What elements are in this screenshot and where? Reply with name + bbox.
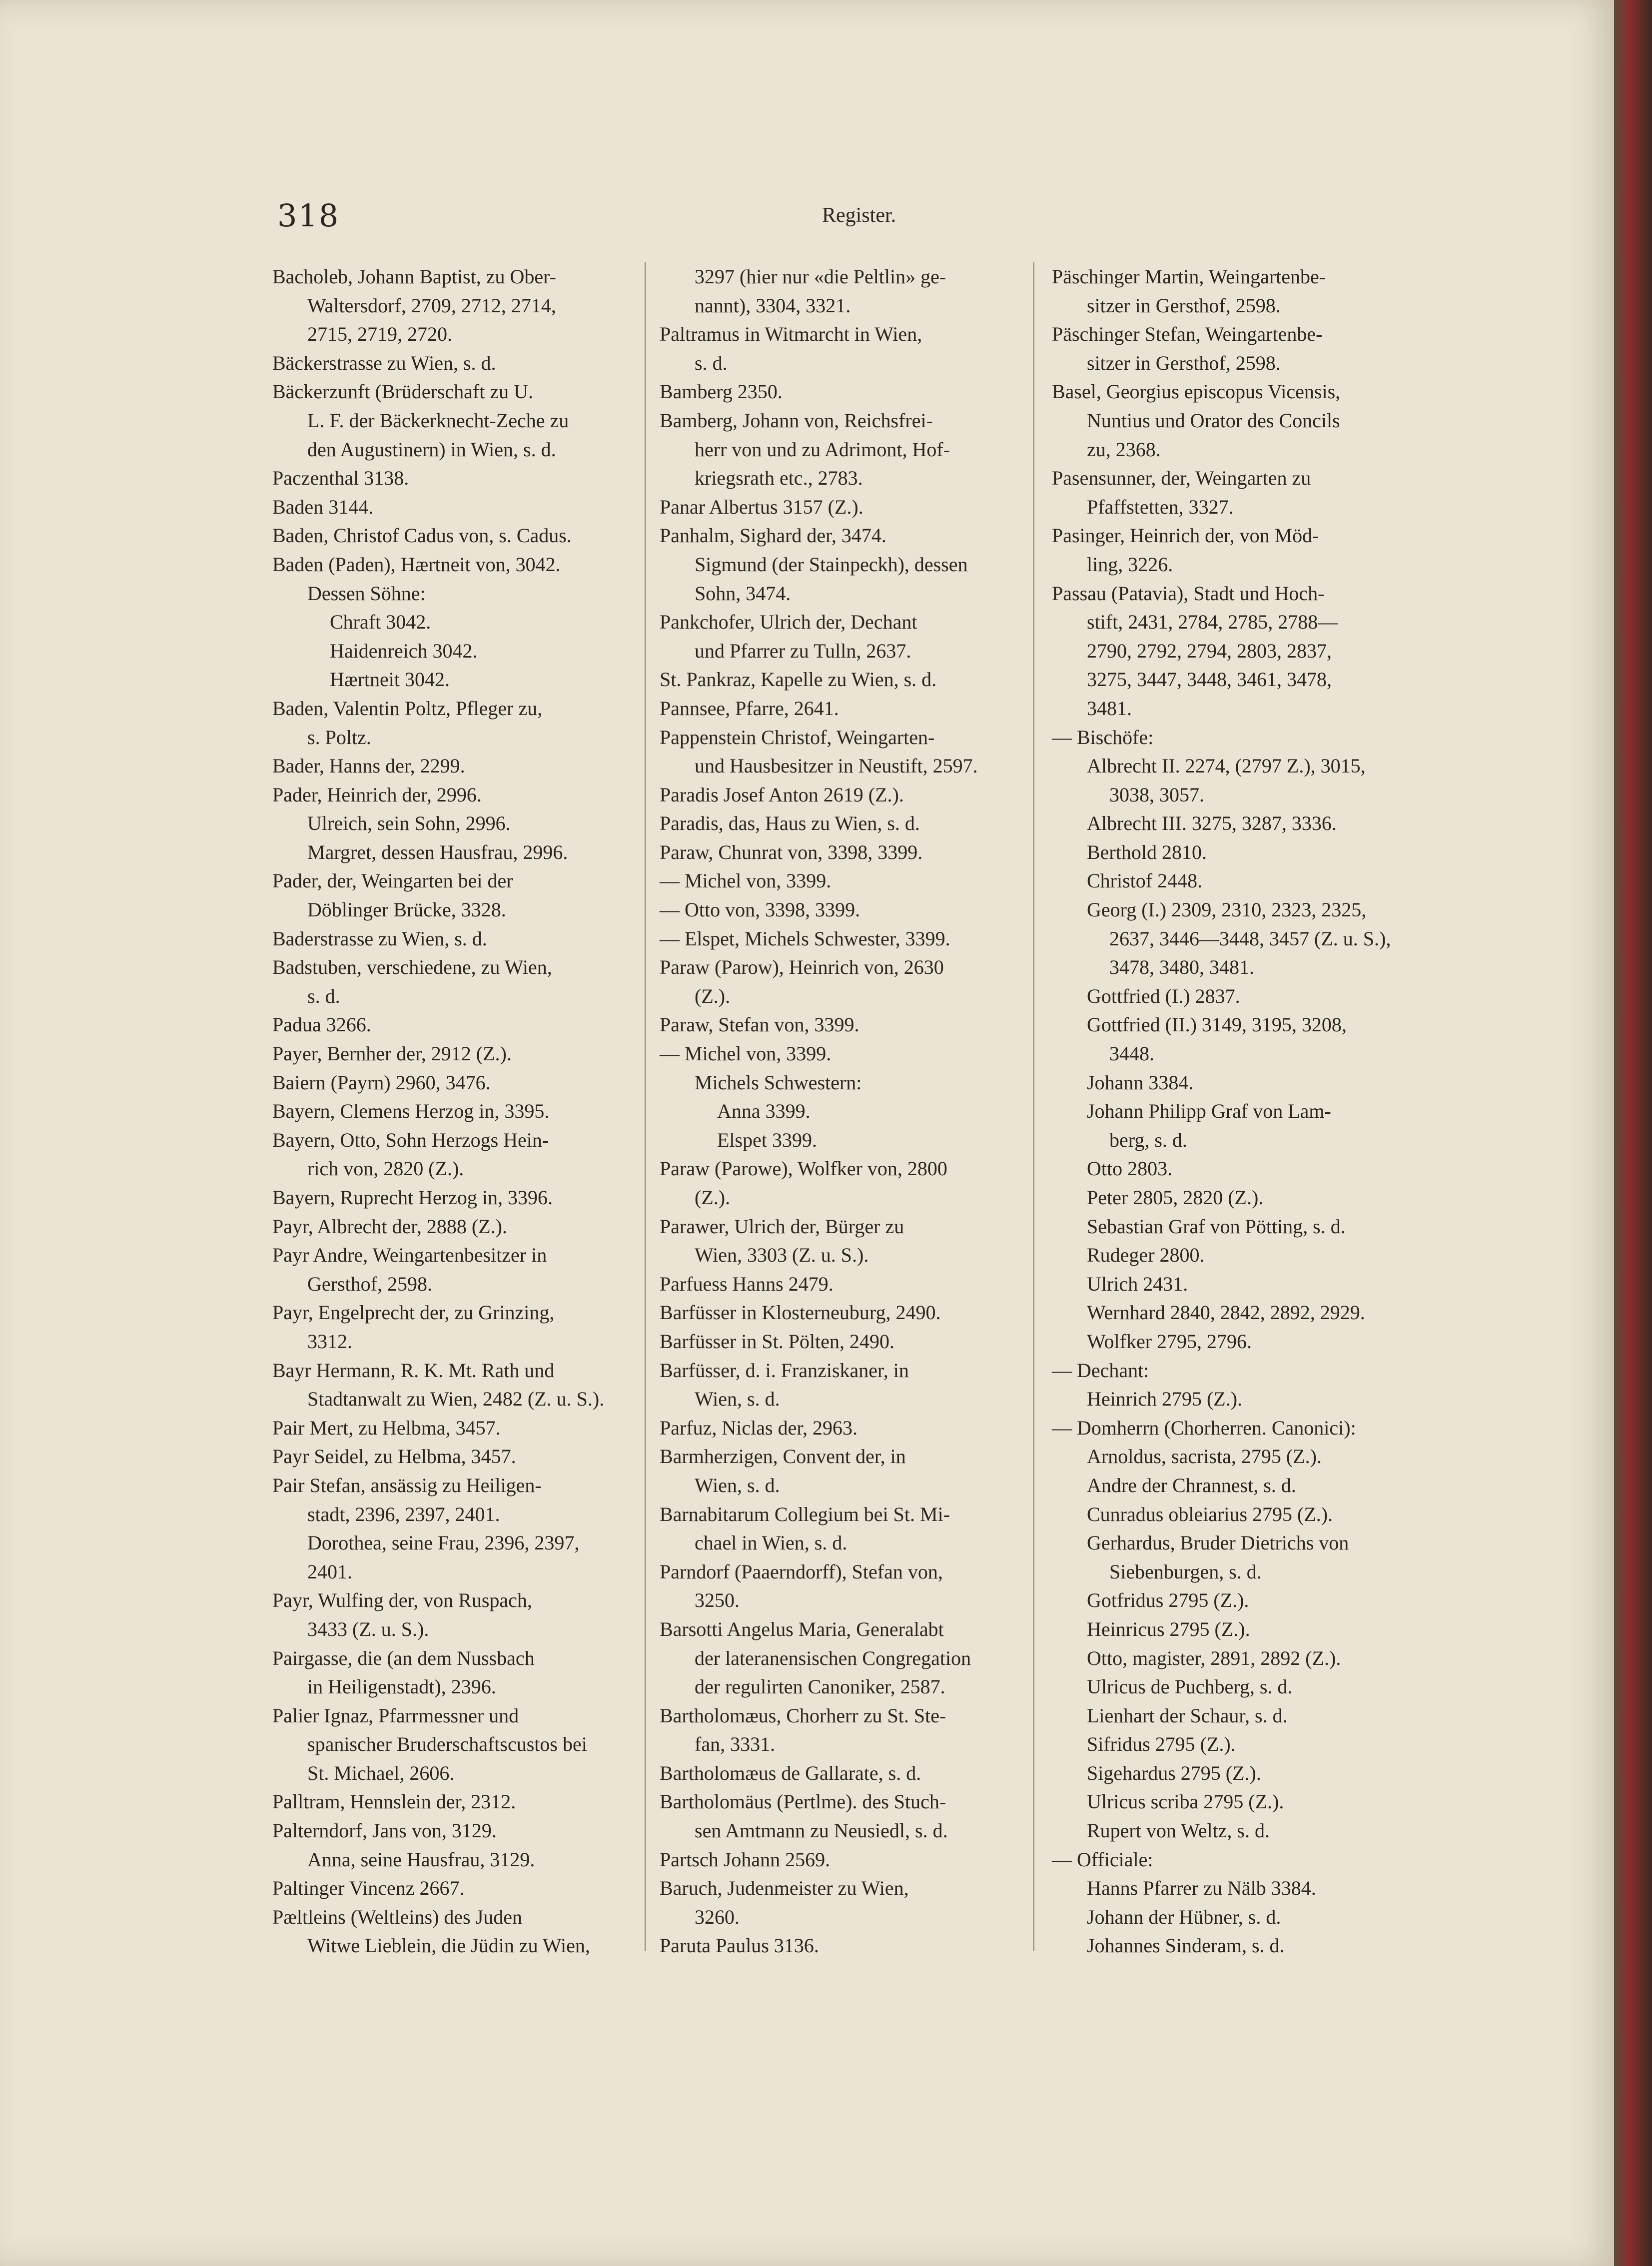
index-line: sitzer in Gersthof, 2598. [1087,294,1281,317]
index-line: s. d. [307,984,340,1007]
index-line: Bader, Hanns der, 2299. [272,755,465,777]
index-line: in Heiligenstadt), 2396. [307,1675,496,1698]
index-line: — Otto von, 3398, 3399. [660,898,860,921]
index-column-2 [660,262,1027,1960]
index-line: Peter 2805, 2820 (Z.). [1087,1186,1264,1209]
index-line: Cunradus obleiarius 2795 (Z.). [1087,1503,1333,1525]
index-line: Wien, s. d. [695,1474,780,1497]
index-line: Pappenstein Christof, Weingarten- [660,726,935,749]
index-line: Nuntius und Orator des Concils [1087,409,1340,432]
index-line: Paltinger Vincenz 2667. [272,1877,465,1900]
index-line: (Z.). [695,984,731,1007]
index-line: Payer, Bernher der, 2912 (Z.). [272,1042,512,1065]
index-line: Elspet 3399. [717,1128,817,1151]
index-line: Döblinger Brücke, 3328. [307,898,506,921]
index-line: Passau (Patavia), Stadt und Hoch- [1052,582,1325,605]
index-line: Anna 3399. [717,1100,811,1123]
index-line: Pasensunner, der, Weingarten zu [1052,467,1311,490]
index-line: Gottfried (II.) 3149, 3195, 3208, [1087,1013,1347,1036]
index-line: Bacholeb, Johann Baptist, zu Ober- [272,265,556,288]
index-line: Parfuz, Niclas der, 2963. [660,1416,858,1439]
index-line: Arnoldus, sacrista, 2795 (Z.). [1087,1445,1322,1468]
index-line: Stadtanwalt zu Wien, 2482 (Z. u. S.). [307,1388,605,1411]
index-line: 3275, 3447, 3448, 3461, 3478, [1087,668,1332,691]
index-line: 2715, 2719, 2720. [307,323,452,346]
index-line: Haidenreich 3042. [330,639,478,662]
index-line: St. Michael, 2606. [307,1761,455,1784]
index-line: Sigehardus 2795 (Z.). [1087,1761,1261,1784]
index-line: Bamberg, Johann von, Reichsfrei- [660,409,933,432]
index-line: Michels Schwestern: [695,1071,862,1094]
index-line: den Augustinern) in Wien, s. d. [307,438,556,461]
index-line: Barfüsser in Klosterneuburg, 2490. [660,1301,941,1324]
index-line: Andre der Chrannest, s. d. [1087,1474,1296,1497]
index-line: Pasinger, Heinrich der, von Möd- [1052,524,1319,547]
index-line: Baden, Valentin Poltz, Pfleger zu, [272,697,543,720]
index-line: Barfüsser, d. i. Franziskaner, in [660,1359,909,1382]
index-line: Bartholomäus (Pertlme). des Stuch- [660,1790,946,1813]
index-line: stadt, 2396, 2397, 2401. [307,1503,500,1525]
index-line: herr von und zu Adrimont, Hof- [695,438,950,461]
index-line: 3250. [695,1589,740,1612]
index-line: Padua 3266. [272,1013,371,1036]
index-line: Johann Philipp Graf von Lam- [1087,1100,1331,1123]
running-head: Register. [822,204,896,227]
index-line: Chraft 3042. [330,611,431,634]
index-column-1 [272,262,630,1960]
index-line: — Officiale: [1052,1848,1153,1871]
index-line: Pankchofer, Ulrich der, Dechant [660,611,917,634]
index-line: 3297 (hier nur «die Peltlin» ge- [695,265,946,288]
index-line: Anna, seine Hausfrau, 3129. [307,1848,535,1871]
index-line: — Michel von, 3399. [660,869,831,892]
index-line: Wien, 3303 (Z. u. S.). [695,1244,869,1267]
book-edge [1614,0,1652,2266]
column-divider [645,262,646,1951]
index-line: Gerhardus, Bruder Dietrichs von [1087,1531,1349,1554]
index-line: Heinrich 2795 (Z.). [1087,1388,1243,1411]
index-line: — Domherrn (Chorherren. Canonici): [1052,1416,1356,1439]
index-line: Hærtneit 3042. [330,668,450,691]
index-line: — Dechant: [1052,1359,1149,1382]
index-line: stift, 2431, 2784, 2785, 2788— [1087,611,1338,634]
index-line: Otto 2803. [1087,1157,1173,1180]
index-line: Bäckerzunft (Brüderschaft zu U. [272,380,533,403]
index-line: 3433 (Z. u. S.). [307,1617,429,1640]
index-line: Payr, Albrecht der, 2888 (Z.). [272,1215,507,1238]
index-line: Wolfker 2795, 2796. [1087,1330,1252,1353]
index-line: Barfüsser in St. Pölten, 2490. [660,1330,894,1353]
index-line: Ulricus de Puchberg, s. d. [1087,1675,1293,1698]
index-line: Panhalm, Sighard der, 3474. [660,524,886,547]
index-line: Johannes Sinderam, s. d. [1087,1934,1285,1957]
index-line: Partsch Johann 2569. [660,1848,830,1871]
index-line: Palltram, Hennslein der, 2312. [272,1790,516,1813]
index-line: sitzer in Gersthof, 2598. [1087,351,1281,374]
index-line: und Pfarrer zu Tulln, 2637. [695,639,911,662]
index-line: Paczenthal 3138. [272,467,409,490]
index-line: und Hausbesitzer in Neustift, 2597. [695,755,978,777]
index-line: 3478, 3480, 3481. [1109,956,1254,979]
index-line: s. Poltz. [307,726,371,749]
index-line: Paltramus in Witmarcht in Wien, [660,323,922,346]
index-line: Lienhart der Schaur, s. d. [1087,1704,1288,1727]
index-line: Parawer, Ulrich der, Bürger zu [660,1215,904,1238]
index-line: Parfuess Hanns 2479. [660,1272,833,1295]
index-line: 3448. [1109,1042,1154,1065]
index-line: Parndorf (Paaerndorff), Stefan von, [660,1560,943,1583]
index-line: 3260. [695,1905,740,1928]
index-line: Baiern (Payrn) 2960, 3476. [272,1071,491,1094]
index-line: 3038, 3057. [1109,783,1204,806]
index-line: berg, s. d. [1109,1128,1187,1151]
index-line: Albrecht III. 3275, 3287, 3336. [1087,812,1337,835]
index-line: Witwe Lieblein, die Jüdin zu Wien, [307,1934,590,1957]
index-line: Paraw (Parow), Heinrich von, 2630 [660,956,944,979]
index-line: kriegsrath etc., 2783. [695,467,863,490]
index-line: Panar Albertus 3157 (Z.). [660,495,863,518]
index-line: Paraw (Parowe), Wolfker von, 2800 [660,1157,947,1180]
index-line: Payr Seidel, zu Helbma, 3457. [272,1445,516,1468]
index-line: Otto, magister, 2891, 2892 (Z.). [1087,1646,1341,1669]
index-line: Pader, der, Weingarten bei der [272,869,513,892]
index-line: Badstuben, verschiedene, zu Wien, [272,956,552,979]
index-line: 3312. [307,1330,352,1353]
index-line: Pader, Heinrich der, 2996. [272,783,482,806]
index-line: Payr, Wulfing der, von Ruspach, [272,1589,532,1612]
index-line: Bamberg 2350. [660,380,783,403]
index-line: Sebastian Graf von Pötting, s. d. [1087,1215,1346,1238]
index-line: Rudeger 2800. [1087,1244,1205,1267]
index-line: sen Amtmann zu Neusiedl, s. d. [695,1819,948,1842]
index-column-3 [1052,262,1417,1960]
index-line: Rupert von Weltz, s. d. [1087,1819,1270,1842]
index-line: zu, 2368. [1087,438,1161,461]
index-line: Pannsee, Pfarre, 2641. [660,697,839,720]
index-line: Paraw, Stefan von, 3399. [660,1013,859,1036]
index-line: Johann 3384. [1087,1071,1194,1094]
index-line: Bayr Hermann, R. K. Mt. Rath und [272,1359,555,1382]
index-line: Bayern, Otto, Sohn Herzogs Hein- [272,1128,549,1151]
index-line: Baruch, Judenmeister zu Wien, [660,1877,909,1900]
index-line: Margret, dessen Hausfrau, 2996. [307,840,568,863]
index-line: Paradis Josef Anton 2619 (Z.). [660,783,904,806]
index-line: L. F. der Bäckerknecht-Zeche zu [307,409,569,432]
index-line: Basel, Georgius episcopus Vicensis, [1052,380,1341,403]
index-line: Palier Ignaz, Pfarrmessner und [272,1704,519,1727]
index-line: Pfaffstetten, 3327. [1087,495,1234,518]
index-line: Bartholomæus, Chorherr zu St. Ste- [660,1704,946,1727]
index-line: Baden (Paden), Hærtneit von, 3042. [272,553,561,576]
index-line: Wien, s. d. [695,1388,780,1411]
index-line: Baden, Christof Cadus von, s. Cadus. [272,524,572,547]
index-line: s. d. [695,351,728,374]
index-line: der lateranensischen Congregation [695,1646,971,1669]
index-line: Dessen Söhne: [307,582,426,605]
index-line: Paradis, das, Haus zu Wien, s. d. [660,812,920,835]
index-line: 3481. [1087,697,1132,720]
index-line: Paraw, Chunrat von, 3398, 3399. [660,840,923,863]
index-line: chael in Wien, s. d. [695,1531,847,1554]
index-line: Berthold 2810. [1087,840,1207,863]
index-line: ling, 3226. [1087,553,1173,576]
index-line: Barnabitarum Collegium bei St. Mi- [660,1503,950,1525]
column-divider [1033,262,1034,1951]
index-line: Baderstrasse zu Wien, s. d. [272,927,487,950]
index-line: Päschinger Stefan, Weingartenbe- [1052,323,1323,346]
index-line: Pair Stefan, ansässig zu Heiligen- [272,1474,542,1497]
index-line: Ulrich 2431. [1087,1272,1188,1295]
index-line: Gersthof, 2598. [307,1272,432,1295]
index-line: 2637, 3446—3448, 3457 (Z. u. S.), [1109,927,1391,950]
index-line: der regulirten Canoniker, 2587. [695,1675,945,1698]
index-line: Bäckerstrasse zu Wien, s. d. [272,351,496,374]
index-line: Christof 2448. [1087,869,1203,892]
index-line: nannt), 3304, 3321. [695,294,851,317]
index-line: Gotfridus 2795 (Z.). [1087,1589,1249,1612]
index-line: Heinricus 2795 (Z.). [1087,1617,1250,1640]
index-line: Baden 3144. [272,495,374,518]
index-line: Pæltleins (Weltleins) des Juden [272,1905,523,1928]
index-line: Bayern, Ruprecht Herzog in, 3396. [272,1186,553,1209]
index-line: Albrecht II. 2274, (2797 Z.), 3015, [1087,755,1366,777]
index-line: Waltersdorf, 2709, 2712, 2714, [307,294,556,317]
index-line: Wernhard 2840, 2842, 2892, 2929. [1087,1301,1365,1324]
index-line: St. Pankraz, Kapelle zu Wien, s. d. [660,668,937,691]
index-line: Paruta Paulus 3136. [660,1934,819,1957]
index-line: Sohn, 3474. [695,582,791,605]
index-line: Sigmund (der Stainpeckh), dessen [695,553,968,576]
index-line: Bayern, Clemens Herzog in, 3395. [272,1100,550,1123]
index-line: Pairgasse, die (an dem Nussbach [272,1646,535,1669]
index-line: Päschinger Martin, Weingartenbe- [1052,265,1326,288]
index-line: Johann der Hübner, s. d. [1087,1905,1281,1928]
page-header [277,197,1427,237]
index-line: fan, 3331. [695,1733,776,1756]
index-line: Barmherzigen, Convent der, in [660,1445,906,1468]
index-line: — Elspet, Michels Schwester, 3399. [660,927,950,950]
index-line: Pair Mert, zu Helbma, 3457. [272,1416,501,1439]
page-number: 318 [277,197,340,234]
index-line: Dorothea, seine Frau, 2396, 2397, [307,1531,580,1554]
index-line: Georg (I.) 2309, 2310, 2323, 2325, [1087,898,1367,921]
index-line: rich von, 2820 (Z.). [307,1157,464,1180]
index-line: Gottfried (I.) 2837. [1087,984,1240,1007]
index-line: Barsotti Angelus Maria, Generalabt [660,1617,944,1640]
index-line: 2790, 2792, 2794, 2803, 2837, [1087,639,1332,662]
index-line: — Michel von, 3399. [660,1042,831,1065]
index-line: Ulricus scriba 2795 (Z.). [1087,1790,1284,1813]
index-line: 2401. [307,1560,352,1583]
index-line: Payr Andre, Weingartenbesitzer in [272,1244,547,1267]
index-line: — Bischöfe: [1052,726,1154,749]
index-line: Hanns Pfarrer zu Nälb 3384. [1087,1877,1316,1900]
index-line: Sifridus 2795 (Z.). [1087,1733,1236,1756]
index-line: Ulreich, sein Sohn, 2996. [307,812,511,835]
index-line: Palterndorf, Jans von, 3129. [272,1819,497,1842]
index-line: spanischer Bruderschaftscustos bei [307,1733,587,1756]
index-line: Payr, Engelprecht der, zu Grinzing, [272,1301,555,1324]
index-line: Bartholomæus de Gallarate, s. d. [660,1761,921,1784]
index-line: (Z.). [695,1186,731,1209]
index-line: Siebenburgen, s. d. [1109,1560,1262,1583]
